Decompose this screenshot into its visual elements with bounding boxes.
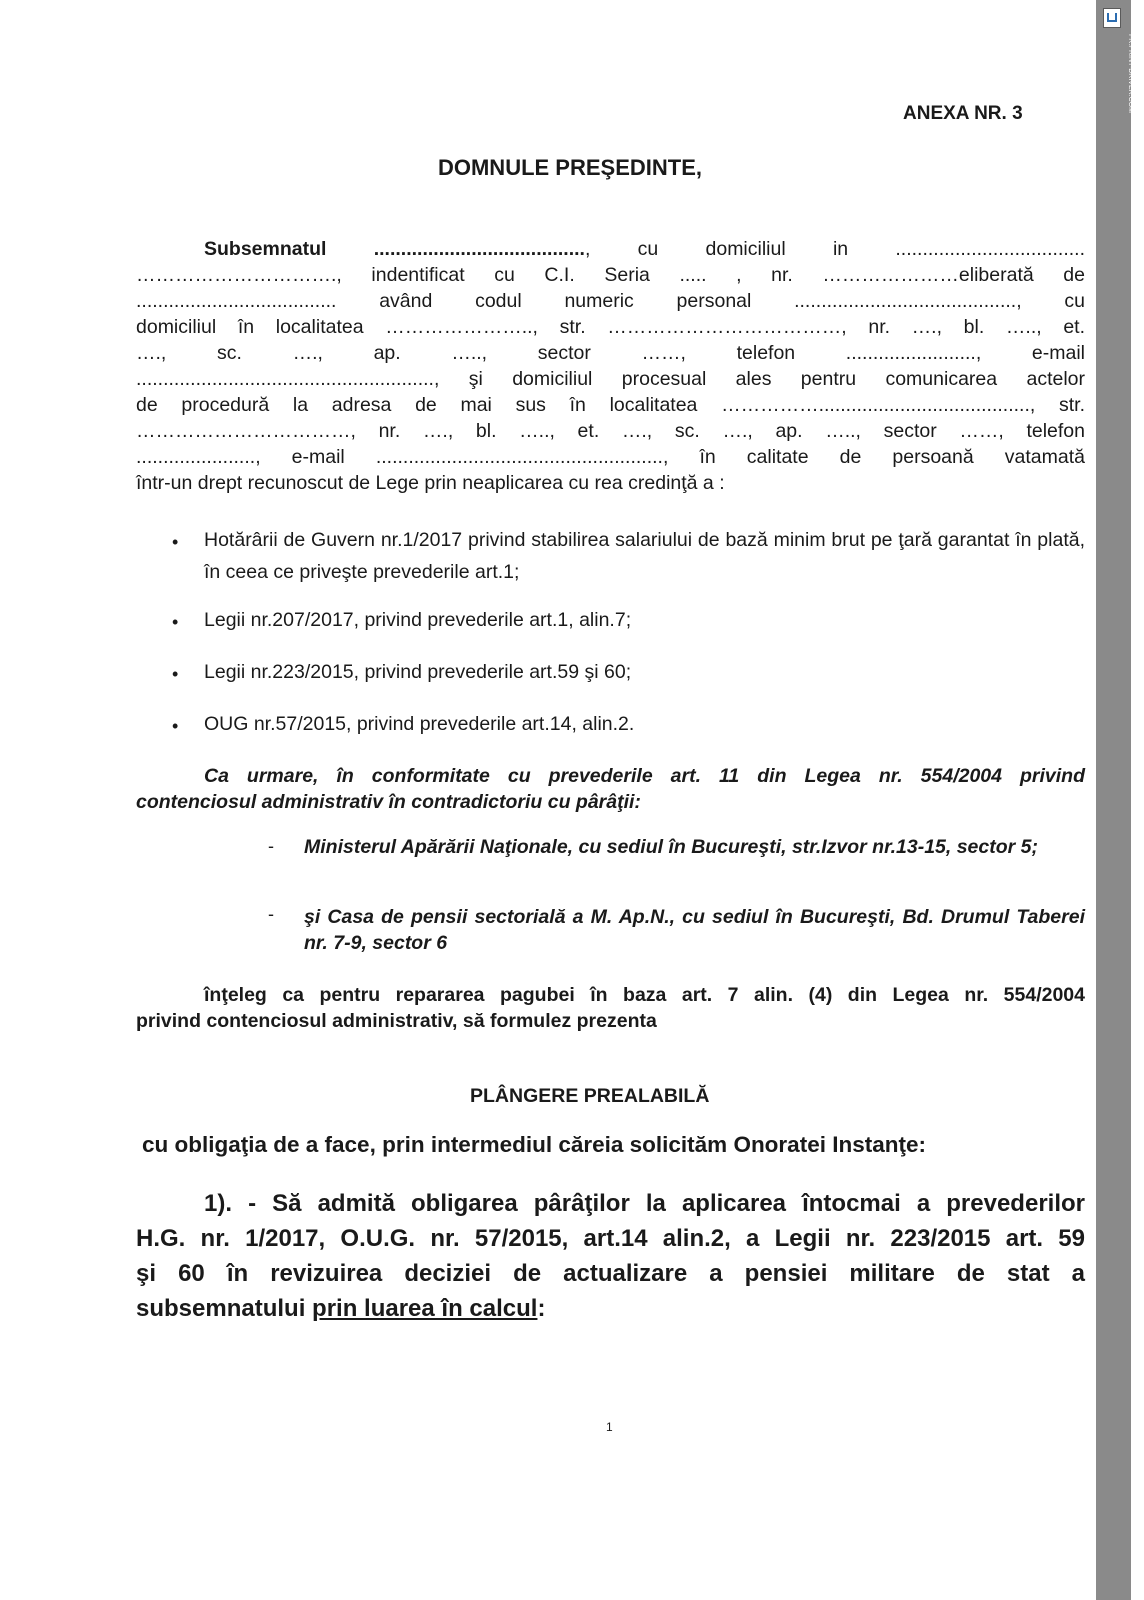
- consequence-line-1: Ca urmare, în conformitate cu prevederile art. 11 din Legea nr. 554/2004 privind: [204, 765, 1085, 787]
- intro-line-8: ……………………………, nr. …., bl. ….., et. …., sc. …., ap. ….., sector ……, telefon: [136, 420, 1085, 442]
- intro-line-10: într-un drept recunoscut de Lege prin neaplicarea cu rea credinţă a :: [136, 472, 725, 494]
- list-item: Hotărârii de Guvern nr.1/2017 privind stabilirea salariului de bază minim brut pe ţară garantat în plată, în ceea ce priveşte prevederile art.1;: [204, 529, 1085, 583]
- list-item: OUG nr.57/2015, privind prevederile art.14, alin.2.: [204, 713, 635, 735]
- page-number: 1: [606, 1420, 613, 1434]
- bullet-icon: •: [172, 612, 179, 632]
- complaint-heading: PLÂNGERE PREALABILĂ: [470, 1085, 710, 1107]
- bullet-icon: •: [172, 716, 179, 736]
- request-line-3: şi 60 în revizuirea deciziei de actualizare a pensiei militare de stat a: [136, 1260, 1085, 1287]
- intro-line-9: ......................, e-mail ....................................................., în calitate de persoană vatamată: [136, 446, 1085, 468]
- watermark-text: Créé par la version démo de Universal Document Converter. La version complète n'ajoute pas ce texte. FR.PRINT-DRIVER.COM: [1127, 34, 1143, 355]
- list-item: Legii nr.223/2015, privind prevederile art.59 şi 60;: [204, 661, 632, 683]
- intro-line-3: ..................................... având codul numeric personal ........................................., cu: [136, 290, 1085, 312]
- request-line-2: H.G. nr. 1/2017, O.U.G. nr. 57/2015, art.14 alin.2, a Legii nr. 223/2015 art. 59: [136, 1225, 1085, 1252]
- bullet-icon: •: [172, 532, 179, 552]
- subsemnatul-label: Subsemnatul .......................................: [204, 238, 585, 260]
- converter-logo-icon[interactable]: [1103, 8, 1121, 28]
- request-line-1: 1). - Să admită obligarea pârâţilor la aplicarea întocmai a prevederilor: [204, 1190, 1085, 1217]
- page-title: DOMNULE PREŞEDINTE,: [437, 155, 703, 180]
- understand-line-2: privind contenciosul administrativ, să formulez prezenta: [136, 1010, 657, 1032]
- intro-line-6: ......................................................., şi domiciliul procesual ales pentru comunicarea actelor: [136, 368, 1085, 390]
- defendant-item: şi Casa de pensii sectorială a M. Ap.N., cu sediul în Bucureşti, Bd. Drumul Taberei nr. 7-9, sector 6: [304, 906, 1085, 954]
- intro-line-5: …., sc. …., ap. ….., sector ……, telefon ........................, e-mail: [136, 342, 1085, 364]
- request-underlined-text: prin luarea în calcul: [312, 1295, 538, 1322]
- understand-line-1: înţeleg ca pentru repararea pagubei în baza art. 7 alin. (4) din Legea nr. 554/2004: [204, 984, 1085, 1006]
- intro-line-1-rest: , cu domiciliul in ...................................: [584, 238, 1085, 260]
- intro-line-4: domiciliul în localitatea ………………….., str. ………………………………, nr. …., bl. ….., et.: [136, 316, 1085, 338]
- intro-line-7: de procedură la adresa de mai sus în localitatea ……………......................................., str.: [136, 394, 1085, 416]
- intro-line-1: [204, 236, 1085, 262]
- list-item: Legii nr.207/2017, privind prevederile art.1, alin.7;: [204, 609, 632, 631]
- bullet-icon: •: [172, 664, 179, 684]
- intro-line-2: …………………………., indentificat cu C.I. Seria ..... , nr. …………………eliberată de: [136, 264, 1085, 286]
- request-line-4-end: :: [537, 1295, 546, 1322]
- complaint-subheading: cu obligaţia de a face, prin intermediul căreia solicităm Onoratei Instanţe:: [142, 1132, 926, 1157]
- dash-marker: -: [268, 836, 274, 856]
- request-line-4: [136, 1291, 1085, 1326]
- consequence-line-2: contenciosul administrativ în contradictoriu cu pârâţii:: [136, 791, 641, 813]
- dash-marker: -: [268, 904, 274, 924]
- defendant-item: Ministerul Apărării Naţionale, cu sediul în Bucureşti, str.Izvor nr.13-15, sector 5;: [304, 836, 1039, 858]
- request-line-4-start: subsemnatului: [136, 1295, 313, 1322]
- annex-label: ANEXA NR. 3: [903, 103, 1023, 124]
